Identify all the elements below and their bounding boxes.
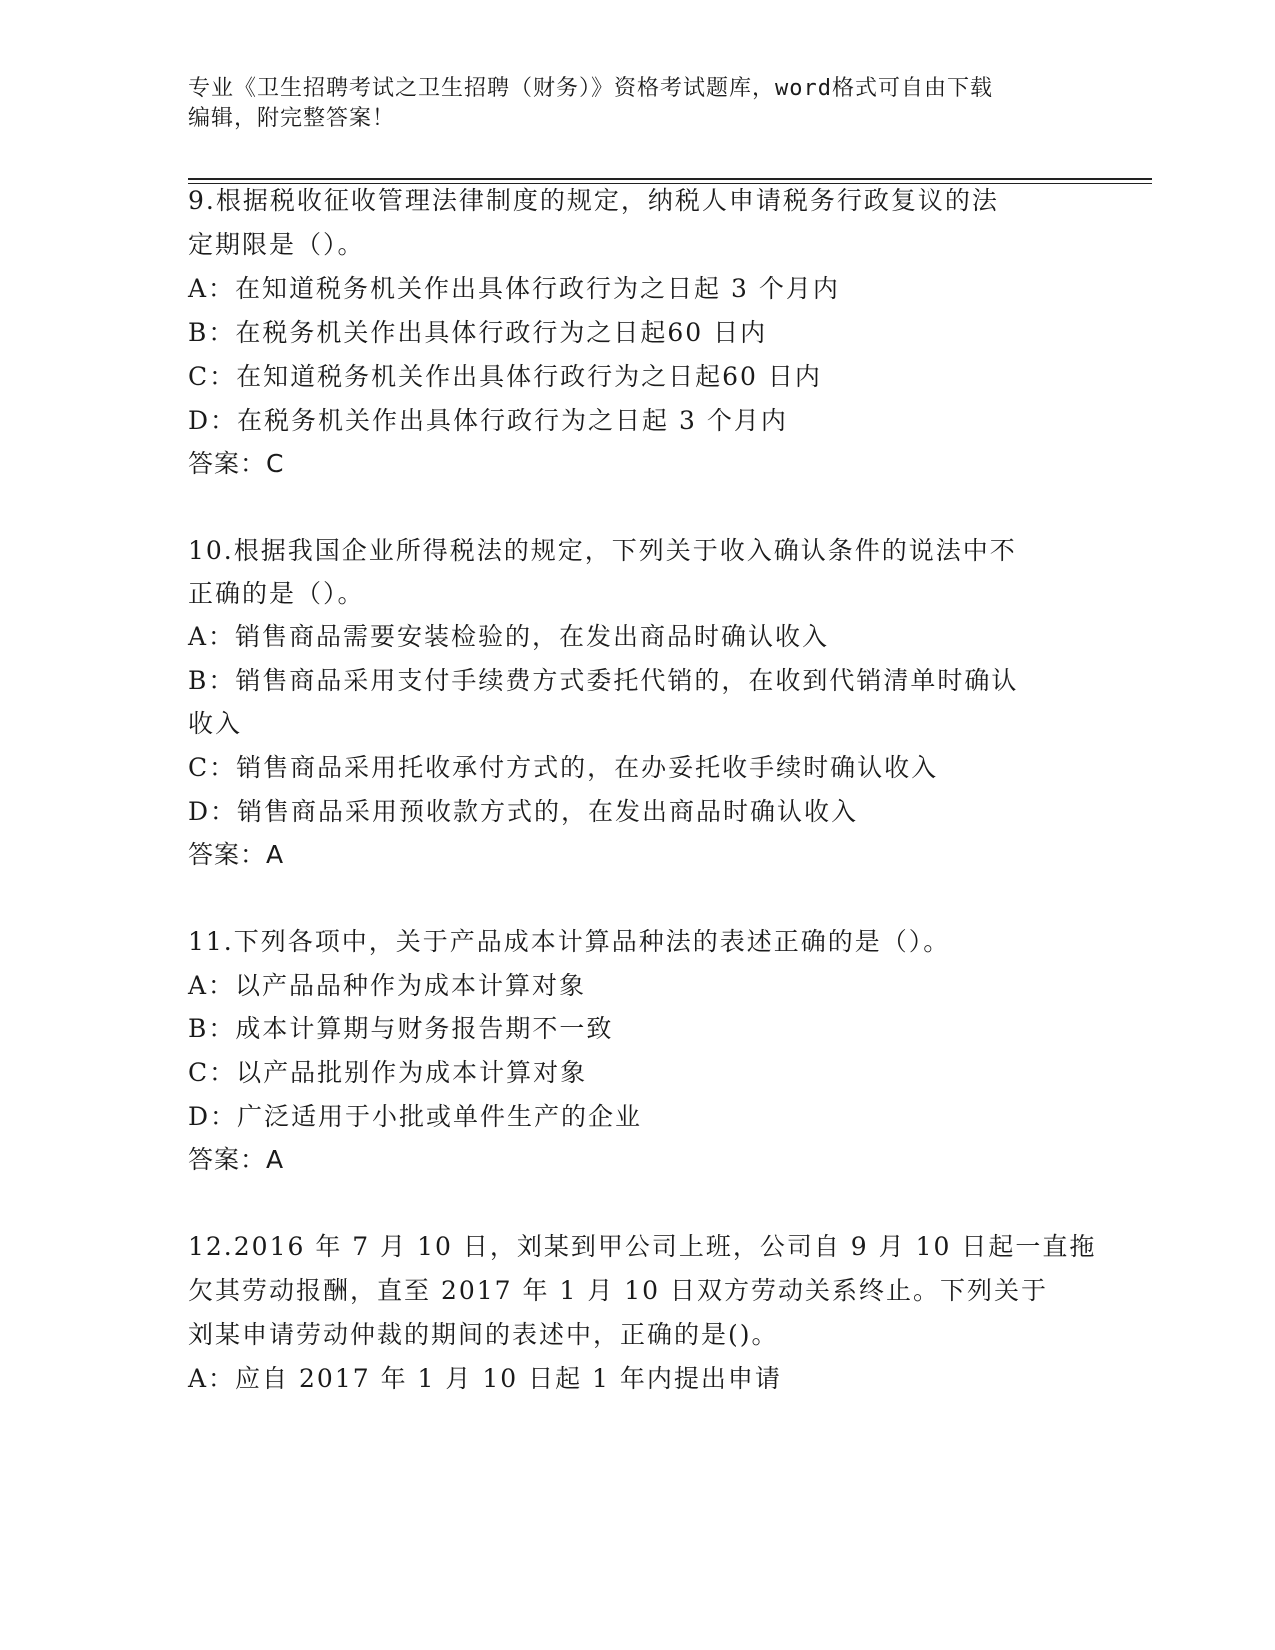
question-10-option-a: A：销售商品需要安装检验的，在发出商品时确认收入 [188, 622, 830, 651]
question-9-option-c: C：在知道税务机关作出具体行政行为之日起60 日内 [188, 362, 822, 391]
question-9-option-a: A：在知道税务机关作出具体行政行为之日起 3 个月内 [188, 274, 840, 303]
document-header: 专业《卫生招聘考试之卫生招聘（财务）》资格考试题库，word格式可自由下载 编辑，附完整答案！ [188, 76, 993, 131]
question-10-stem-line-2: 正确的是（）。 [188, 579, 365, 608]
question-11-stem: 11.下列各项中，关于产品成本计算品种法的表述正确的是（）。 [188, 927, 951, 956]
header-divider-thin [188, 183, 1152, 184]
question-10-option-d: D：销售商品采用预收款方式的，在发出商品时确认收入 [188, 797, 859, 826]
question-12-stem-line-1: 12.2016 年 7 月 10 日，刘某到甲公司上班，公司自 9 月 10 日起一直拖 [188, 1232, 1097, 1261]
question-12-stem-line-3: 刘某申请劳动仲裁的期间的表述中，正确的是()。 [188, 1320, 779, 1349]
question-9-stem-line-1: 9.根据税收征收管理法律制度的规定，纳税人申请税务行政复议的法 [188, 186, 999, 215]
question-11-option-b: B：成本计算期与财务报告期不一致 [188, 1014, 614, 1043]
question-10-option-c: C：销售商品采用托收承付方式的，在办妥托收手续时确认收入 [188, 753, 939, 782]
header-divider [188, 178, 1152, 180]
question-10-option-b-line-1: B：销售商品采用支付手续费方式委托代销的，在收到代销清单时确认 [188, 666, 1019, 695]
question-11-option-c: C：以产品批别作为成本计算对象 [188, 1058, 588, 1087]
question-9-option-d: D：在税务机关作出具体行政行为之日起 3 个月内 [188, 406, 788, 435]
question-11-answer: 答案：A [188, 1145, 285, 1174]
question-10-answer: 答案：A [188, 840, 285, 869]
question-9-answer: 答案：C [188, 449, 285, 478]
question-11-option-a: A：以产品品种作为成本计算对象 [188, 971, 587, 1000]
question-10-option-b-line-2: 收入 [188, 709, 243, 738]
question-9-option-b: B：在税务机关作出具体行政行为之日起60 日内 [188, 318, 768, 347]
question-12-stem-line-2: 欠其劳动报酬，直至 2017 年 1 月 10 日双方劳动关系终止。下列关于 [188, 1276, 1049, 1305]
question-9-stem-line-2: 定期限是（）。 [188, 230, 365, 259]
question-11-option-d: D：广泛适用于小批或单件生产的企业 [188, 1102, 643, 1131]
question-10-stem-line-1: 10.根据我国企业所得税法的规定，下列关于收入确认条件的说法中不 [188, 536, 1017, 565]
question-12-option-a: A：应自 2017 年 1 月 10 日起 1 年内提出申请 [188, 1364, 782, 1393]
